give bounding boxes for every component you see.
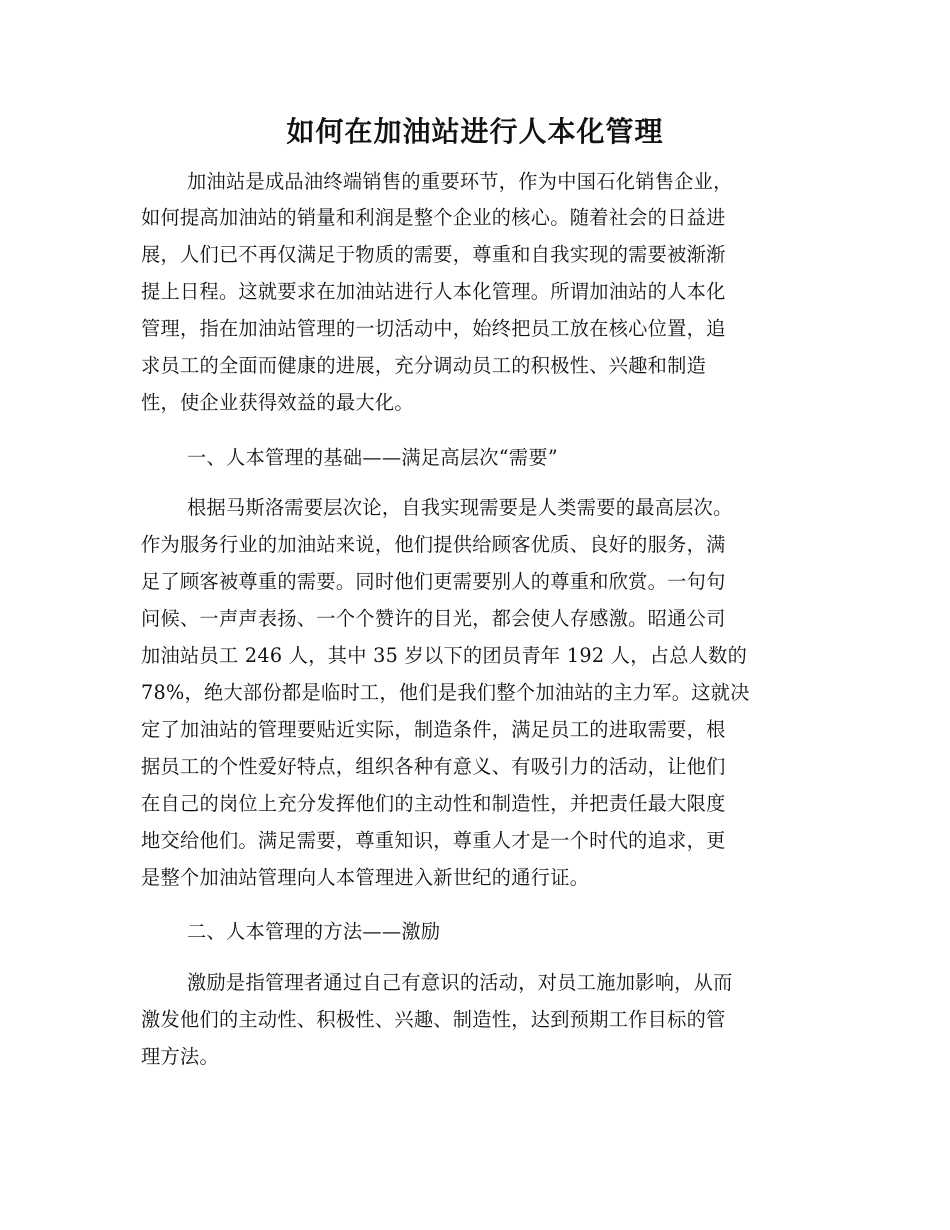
paragraph-2-line: 在自己的岗位上充分发挥他们的主动性和制造性，并把责任最大限度 (141, 792, 726, 815)
paragraph-1-line: 管理，指在加油站管理的一切活动中，始终把员工放在核心位置，追 (141, 317, 726, 340)
paragraph-2-line: 根据马斯洛需要层次论，自我实现需要是人类需要的最高层次。 (187, 496, 733, 519)
paragraph-1-line: 如何提高加油站的销量和利润是整个企业的核心。随着社会的日益进 (141, 206, 726, 229)
section-heading-2: 二、人本管理的方法——激励 (187, 920, 441, 943)
paragraph-3-line: 理方法。 (141, 1045, 219, 1068)
section-heading-1: 一、人本管理的基础——满足高层次“需要” (187, 446, 558, 469)
paragraph-2-line: 据员工的个性爱好特点，组织各种有意义、有吸引力的活动，让他们 (141, 755, 726, 778)
paragraph-1-line: 性，使企业获得效益的最大化。 (141, 391, 414, 414)
paragraph-2-line: 加油站员工 246 人，其中 35 岁以下的团员青年 192 人，占总人数的 (141, 644, 748, 667)
paragraph-2-line: 定了加油站的管理要贴近实际，制造条件，满足员工的进取需要，根 (141, 718, 726, 741)
paragraph-2-line: 问候、一声声表扬、一个个赞许的目光，都会使人存感激。昭通公司 (141, 607, 726, 630)
paragraph-1-line: 展，人们已不再仅满足于物质的需要，尊重和自我实现的需要被渐渐 (141, 243, 726, 266)
document-title: 如何在加油站进行人本化管理 (286, 115, 664, 148)
paragraph-2-line: 地交给他们。满足需要，尊重知识，尊重人才是一个时代的追求，更 (141, 829, 726, 852)
paragraph-1-line: 提上日程。这就要求在加油站进行人本化管理。所谓加油站的人本化 (141, 280, 726, 303)
paragraph-2-line: 足了顾客被尊重的需要。同时他们更需要别人的尊重和欣赏。一句句 (141, 570, 726, 593)
paragraph-1-line: 求员工的全面而健康的进展，充分调动员工的积极性、兴趣和制造 (141, 354, 707, 377)
paragraph-2-line: 作为服务行业的加油站来说，他们提供给顾客优质、良好的服务，满 (141, 533, 726, 556)
paragraph-2-line: 是整个加油站管理向人本管理进入新世纪的通行证。 (141, 866, 590, 889)
paragraph-2-line: 78%，绝大部份都是临时工，他们是我们整个加油站的主力军。这就决 (141, 681, 750, 704)
paragraph-1-line: 加油站是成品油终端销售的重要环节，作为中国石化销售企业， (187, 170, 733, 193)
paragraph-3-line: 激励是指管理者通过自己有意识的活动，对员工施加影响，从而 (187, 971, 733, 994)
paragraph-3-line: 激发他们的主动性、积极性、兴趣、制造性，达到预期工作目标的管 (141, 1008, 726, 1031)
